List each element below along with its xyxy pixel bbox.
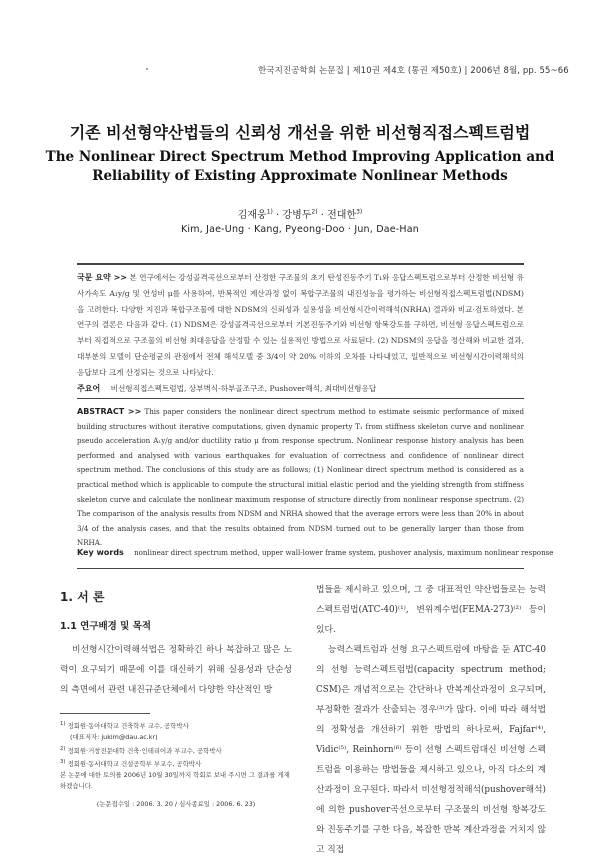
abstract-korean — [77, 270, 524, 381]
author-3: 전대한 — [327, 210, 357, 221]
subsection-heading-background: 1.1 연구배경 및 목적 — [60, 621, 151, 632]
abstract-top-rule — [77, 263, 524, 265]
abstract-divider-rule — [77, 398, 524, 399]
abstract-korean-label: 국문 요약 >> — [77, 273, 127, 282]
title-english-line1: The Nonlinear Direct Spectrum Method Improving Application and — [45, 149, 555, 165]
author-2-mark: 2) — [311, 208, 318, 216]
scan-speck — [146, 68, 148, 70]
authors-korean — [0, 206, 600, 221]
author-3-mark: 3) — [356, 208, 363, 216]
keywords-english-label: Key words — [77, 548, 124, 557]
body-paragraph-left: 비선형시간이력해석법은 정확하긴 하나 복잡하고 많은 노력이 요구되기 때문에 이를 대신하기 위해 실용성과 단순성의 측면에서 관련 내진규준단체에서 다양한 약산적인 방 — [60, 645, 292, 695]
abstract-bottom-rule — [77, 568, 524, 569]
footnote-2 — [60, 744, 292, 757]
footnote-1 — [60, 719, 292, 732]
section-heading-introduction: 1. 서 론 — [60, 590, 105, 604]
keywords-korean-text: 비선형직접스펙트럼법, 상부벽식-하부골조구조, Pushover해석, 최대비선형응답 — [110, 384, 377, 393]
abstract-english-text: This paper considers the nonlinear direct spectrum method to estimate seismic performance of mixed building structures without iterative computations, given dynamic property T₁ from stiffness skeleton curve and nonlinear pseudo acceleration A₁y/g and/or ductility ratio μ from response spectrum. Nonlinear response history analysis has been performed and analysed with various earthquakes for evaluation of correctness and confidence of nonlinear direct spectrum method. The conclusions of this study are as follows; (1) Nonlinear direct spectrum method is considered as a practical method which is applicable to compute the structural initial elastic period and the yielding strength from stiffness skeleton curve and calculate the nonlinear maximum response of structure directly from nonlinear response spectrum. (2) The comparison of the analysis results from NDSM and NRHA showed that the average errors were less than 20% in about 3/4 of the analysis cases, and that the results obtained from NDSM turned out to be generally larger than those from NRHA. — [77, 407, 524, 548]
abstract-english — [77, 405, 524, 551]
footnote-discussion: 본 논문에 대한 토의를 2006년 10월 30일까지 학회로 보내 주시면 그 결과를 게재하겠습니다. — [60, 771, 290, 791]
body-column-right — [316, 580, 546, 860]
author-separator: · — [317, 210, 328, 221]
footnote-2-text: 정회원·거창전문대학 건축·인테리어과 부교수, 공학박사 — [67, 746, 222, 755]
footnote-3-text: 정회원·동서대학교 건설공학부 부교수, 공학박사 — [67, 759, 202, 768]
author-2: 강병두 — [282, 210, 312, 221]
footnote-1-mark: 1) — [60, 721, 66, 727]
footnote-1-text: 정회원·동아대학교 건축학부 교수, 공학박사 — [67, 722, 189, 731]
title-english — [0, 148, 600, 186]
footnote-3-mark: 3) — [60, 758, 66, 765]
footnote-3 — [60, 757, 292, 770]
title-english-line2: Reliability of Existing Approximate Nonlinear Methods — [92, 168, 508, 184]
body-paragraph-right-1: 법들을 제시하고 있으며, 그 중 대표적인 약산법들로는 능력스펙트럼법(ATC-40)⁽¹⁾, 변위계수법(FEMA-273)⁽²⁾ 등이 있다. — [316, 585, 546, 635]
running-head: 한국지진공학회 논문집 | 제10권 제4호 (통권 제50호) | 2006년 8월, pp. 55~66 — [258, 66, 569, 76]
abstract-korean-text: 본 연구에서는 강성골격곡선으로부터 산정한 구조물의 초기 탄성진동주기 T₁와 응답스펙트럼으로부터 산정한 비선형 유사가속도 A₁y/g 및 연성비 μ를 사용하여, 반복적인 계산과정 없이 복합구조물의 내진성능을 평가하는 비선형직접스펙트럼법(NDSM)을 고려한다. 다양한 지진과 복합구조물에 대한 NDSM의 신뢰성과 실용성을 비선형시간이력해석(NRHA) 결과와 비교·검토하였다. 본 연구의 결론은 다음과 같다. (1) NDSM은 강성골격곡선으로부터 기본진동주기와 비선형 항복강도를 구하면, 비선형 응답스펙트럼으로부터 직접적으로 구조물의 비선형 최대응답을 산정할 수 있는 실용적인 방법으로 사료된다. (2) NDSM의 응답을 정산해와 비교한 결과, 대부분의 모델이 단순평균의 관점에서 전체 해석모델 중 3/4이 약 20% 이하의 오차를 나타내었고, 일반적으로 비선형시간이력해석의 응답보다 크게 산정되는 것으로 나타났다. — [77, 273, 525, 377]
footnote-dates: (논문접수일 : 2006. 3. 20 / 심사종료일 : 2006. 6. 23) — [96, 799, 256, 808]
body-paragraph-right-2: 능력스펙트럼과 선형 요구스펙트럼에 바탕을 둔 ATC-40의 선형 능력스펙트럼법(capacity spectrum method; CSM)은 개념적으로는 간단하나 반복계산과정이 요구되며, 부정확한 결과가 산출되는 경우⁽³⁾가 많다. 이에 따라 해석법의 정확성을 개선하기 위한 방법의 하나로써, Fajfar⁽⁴⁾, Vidic⁽⁵⁾, Reinhorn⁽⁶⁾ 등이 선형 스펙트럼대신 비선형 스펙트럼을 이용하는 방법들을 제시하고 있으나, 아직 다소의 계산과정이 요구된다. 따라서 비선형정적해석(pushover해석)에 의한 pushover곡선으로부터 구조물의 비선형 항복강도와 진동주기를 구한 다음, 복잡한 반복 계산과정을 거치지 않고 직접 — [316, 645, 546, 855]
title-korean: 기존 비선형약산법들의 신뢰성 개선을 위한 비선형직접스펙트럼법 — [69, 123, 531, 142]
author-1: 김재웅 — [237, 210, 267, 221]
author-1-mark: 1) — [266, 208, 273, 216]
footnote-1-contact: (대표저자: jukim@dau.ac.kr) — [70, 733, 158, 742]
abstract-english-label: ABSTRACT >> — [77, 407, 142, 416]
keywords-english-text: nonlinear direct spectrum method, upper wall-lower frame system, pushover analysis, maximum nonlinear response — [134, 548, 554, 557]
footnotes — [60, 719, 292, 810]
footnote-2-mark: 2) — [60, 745, 66, 752]
footnote-rule — [60, 713, 150, 714]
authors-english: Kim, Jae-Ung · Kang, Pyeong-Doo · Jun, Dae-Han — [180, 224, 420, 235]
author-separator: · — [272, 210, 283, 221]
keywords-korean — [77, 383, 524, 394]
keywords-korean-label: 주요어 — [77, 384, 101, 393]
keywords-english — [77, 548, 554, 557]
